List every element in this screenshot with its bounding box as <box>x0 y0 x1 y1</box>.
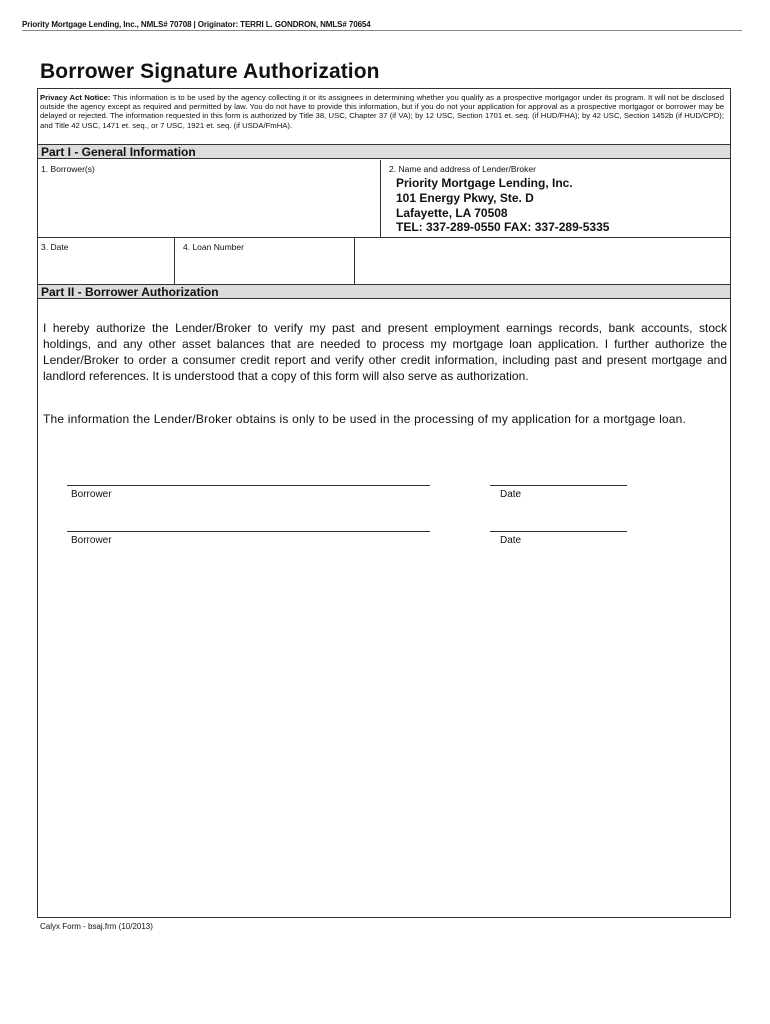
privacy-label: Privacy Act Notice: <box>40 93 111 102</box>
date-line-2[interactable] <box>490 531 627 532</box>
loan-number-field[interactable] <box>175 238 355 284</box>
date-label-2: Date <box>500 535 522 546</box>
form-footer: Calyx Form - bsaj.frm (10/2013) <box>40 922 153 931</box>
borrower-label-2: Borrower <box>71 535 112 546</box>
page-title: Borrower Signature Authorization <box>40 60 380 83</box>
privacy-notice <box>40 93 724 130</box>
lender-address <box>396 176 573 221</box>
loan-number-label: 4. Loan Number <box>183 242 244 252</box>
borrower-signature-line-2[interactable] <box>67 531 430 532</box>
lender-label: 2. Name and address of Lender/Broker <box>389 164 536 174</box>
borrower-label-1: Borrower <box>71 489 112 500</box>
borrowers-label: 1. Borrower(s) <box>41 164 95 174</box>
date-field[interactable] <box>38 238 175 284</box>
part2-heading: Part II - Borrower Authorization <box>38 284 730 299</box>
lender-phone: TEL: 337-289-0550 FAX: 337-289-5335 <box>396 220 610 234</box>
header-text: Priority Mortgage Lending, Inc., NMLS# 70708 | Originator: TERRI L. GONDRON, NMLS# 70654 <box>22 20 371 29</box>
authorization-paragraph: I hereby authorize the Lender/Broker to verify my past and present employment earnings records, bank accounts, stock holdings, and any other asset balances that are needed to process my mortgage loan application. I further authorize the Lender/Broker to order a consumer credit report and verify other credit information, including past and present mortgage and landlord references. It is understood that a copy of this form will also serve as authorization. <box>43 321 727 383</box>
privacy-text: This information is to be used by the agency collecting it or its assignees in determining whether you qualify as a prospective mortgagor under its program. It will not be disclosed outside the agency except as required and permitted by law. You do not have to provide this information, but if you do not your application for approval as a prospective mortgagor or borrower may be delayed or rejected. The information requested in this form is authorized by Title 38, USC, Chapter 37 (if VA); by 12 USC, Section 1701 et. seq. (if HUD/FHA); by 42 USC, Section 1452b (if HUD/CPD); and Title 42 USC, 1471 et. seq., or 7 USC, 1921 et. seq. (if USDA/FmHA). <box>40 93 724 130</box>
date-line-1[interactable] <box>490 485 627 486</box>
part1-heading: Part I - General Information <box>38 144 730 159</box>
date-label: 3. Date <box>41 242 69 252</box>
lender-name: Priority Mortgage Lending, Inc. <box>396 176 573 190</box>
lender-city: Lafayette, LA 70508 <box>396 206 508 220</box>
borrowers-field[interactable] <box>38 160 381 238</box>
header-divider <box>22 30 742 31</box>
information-use-paragraph: The information the Lender/Broker obtains is only to be used in the processing of my application for a mortgage loan. <box>43 412 687 426</box>
date-label-1: Date <box>500 489 522 500</box>
borrower-signature-line-1[interactable] <box>67 485 430 486</box>
lender-street: 101 Energy Pkwy, Ste. D <box>396 191 534 205</box>
